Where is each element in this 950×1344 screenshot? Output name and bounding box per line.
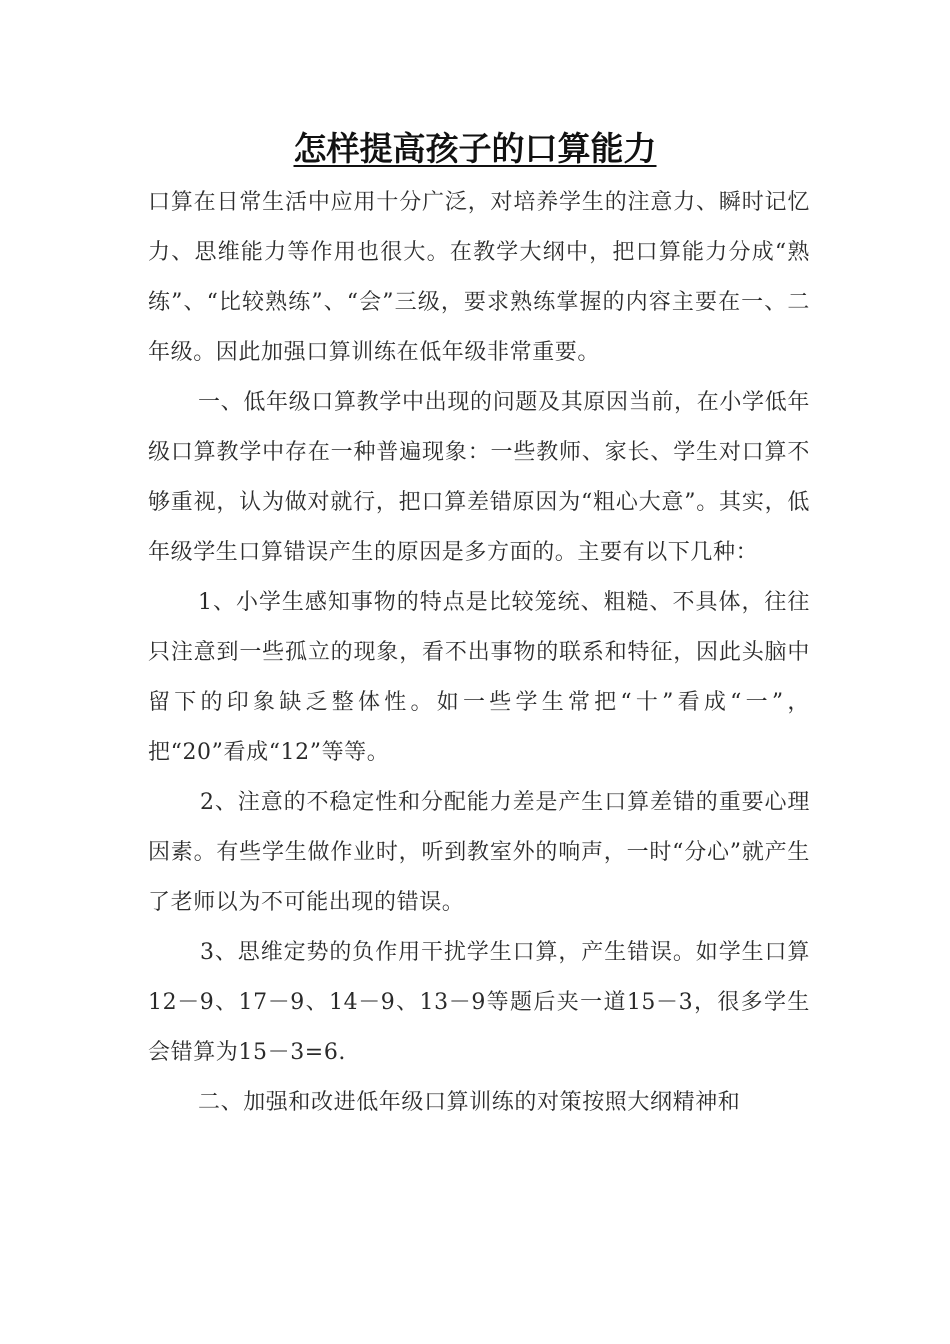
paragraph-intro: 口算在日常生活中应用十分广泛，对培养学生的注意力、瞬时记忆力、思维能力等作用也很大。在教学大纲中，把口算能力分成“熟练”、“比较熟练”、“会”三级，要求熟练掌握的内容主要在一、二年级。因此加强口算训练在低年级非常重要。	[148, 190, 810, 365]
paragraph-point-one: 1、小学生感知事物的特点是比较笼统、粗糙、不具体，往往只注意到一些孤立的现象，看不出事物的联系和特征，因此头脑中留下的印象缺乏整体性。如一些学生常把“十”看成“一”，把“20”看成“12”等等。	[148, 590, 810, 765]
document-title	[0, 126, 950, 172]
paragraph-section-two: 二、加强和改进低年级口算训练的对策按照大纲精神和	[198, 1090, 741, 1115]
document-body	[148, 178, 810, 1128]
paragraph-point-two: 2、注意的不稳定性和分配能力差是产生口算差错的重要心理因素。有些学生做作业时，听到教室外的响声，一时“分心”就产生了老师以为不可能出现的错误。	[148, 790, 810, 915]
document-title-text: 怎样提高孩子的口算能力	[293, 129, 657, 168]
paragraph-point-three: 3、思维定势的负作用干扰学生口算，产生错误。如学生口算12－9、17－9、14－9、13－9等题后夹一道15－3，很多学生会错算为15－3=6.	[148, 940, 810, 1065]
paragraph-section-one: 一、低年级口算教学中出现的问题及其原因当前，在小学低年级口算教学中存在一种普遍现象：一些教师、家长、学生对口算不够重视，认为做对就行，把口算差错原因为“粗心大意”。其实，低年级学生口算错误产生的原因是多方面的。主要有以下几种：	[148, 390, 810, 565]
